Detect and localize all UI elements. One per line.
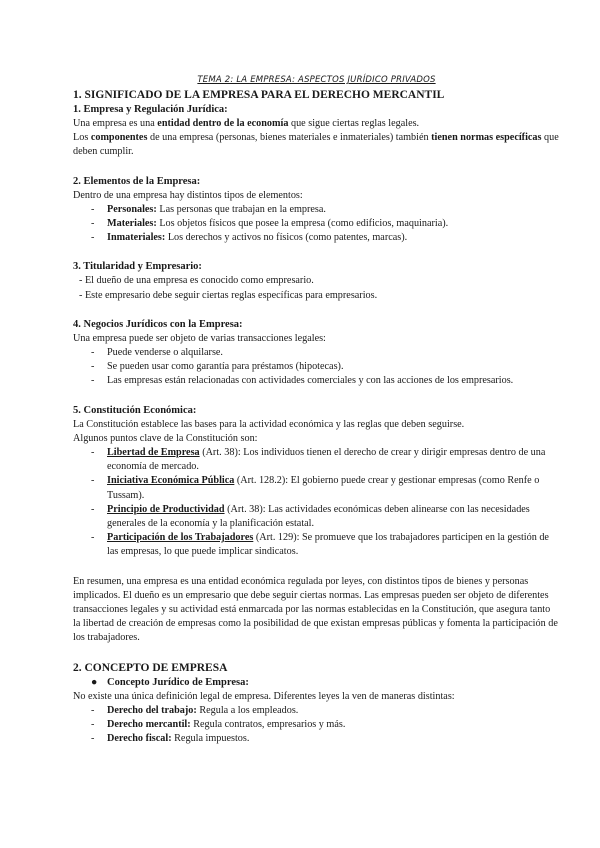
item-label: Principio de Productividad: [107, 503, 225, 515]
item-text: : El gobierno puede crear y gestionar empresas (como Renfe o Tussam).: [107, 475, 540, 501]
section-1-heading: 1. SIGNIFICADO DE LA EMPRESA PARA EL DERECHO MERCANTIL: [73, 89, 445, 101]
list-item: [91, 704, 560, 718]
item-label: Derecho fiscal:: [107, 733, 172, 745]
article-ref: (Art. 129): [253, 532, 297, 544]
list-item: [91, 231, 560, 245]
bold-term: entidad dentro de la economía: [157, 118, 289, 129]
subsection-5-heading: 5. Constitución Económica:: [73, 404, 197, 416]
text-run: Una empresa es una: [73, 118, 158, 129]
item-label: Inmateriales:: [107, 232, 166, 244]
spacer: [73, 245, 560, 260]
section-2-subheading: [73, 676, 560, 690]
list-item: - Se pueden usar como garantía para préstamos (hipotecas).: [91, 360, 560, 374]
spacer: [73, 646, 560, 661]
item-label: Materiales:: [107, 218, 157, 230]
item-text: : Se promueve que los trabajadores participen en la gestión de las empresas, lo que puede implicar sindicatos.: [107, 532, 549, 558]
subsection-5-intro-2: Algunos puntos clave de la Constitución son:: [73, 432, 258, 444]
spacer: [73, 160, 560, 175]
subsection-3-heading: 3. Titularidad y Empresario:: [73, 261, 202, 273]
bullet-icon: ●: [91, 676, 98, 688]
spacer: [73, 303, 560, 318]
text-run: Los: [73, 132, 91, 144]
item-label: Derecho del trabajo:: [107, 704, 197, 716]
subsection-4-heading: 4. Negocios Jurídicos con la Empresa:: [73, 318, 243, 330]
subsection-3-line-2: - Este empresario debe seguir ciertas reglas específicas para empresarios.: [79, 289, 378, 301]
item-label: Iniciativa Económica Pública: [107, 475, 235, 487]
item-text: : Los individuos tienen el derecho de crear y dirigir empresas dentro de una economía de mercado.: [107, 447, 546, 473]
section-2-intro: No existe una única definición legal de empresa. Diferentes leyes la ven de maneras distintas:: [73, 690, 455, 702]
list-item: [91, 531, 560, 559]
list-item: [91, 217, 560, 231]
list-item: - Puede venderse o alquilarse.: [91, 346, 560, 360]
subsection-1-paragraph-2: [73, 131, 560, 159]
section-2-heading: 2. CONCEPTO DE EMPRESA: [73, 661, 228, 674]
law-areas-list: [73, 704, 560, 747]
item-label: Participación de los Trabajadores: [107, 532, 254, 544]
subsection-3-line-1: - El dueño de una empresa es conocido como empresario.: [79, 275, 314, 287]
article-ref: (Art. 38): [224, 503, 263, 515]
subsection-2-heading: 2. Elementos de la Empresa:: [73, 175, 201, 187]
item-text: Las personas que trabajan en la empresa.: [156, 203, 326, 215]
text-run: que deben cumplir.: [73, 132, 559, 158]
transactions-list: [73, 346, 560, 389]
subsection-5-intro-1: La Constitución establece las bases para la actividad económica y las reglas que deben seguirse.: [73, 418, 465, 430]
summary-paragraph: En resumen, una empresa es una entidad económica regulada por leyes, con distintos tipos de bienes y personas implicados. El dueño es un empresario que debe seguir ciertas normas. Las empresas pueden ser objeto de diferentes transacciones legales y su actividad está enmarcada por las normas establecidas en la Constitución, que asegura tanto la libertad de creación de empresas como la posibilidad de que existan empresas públicas y fomenta la participación de los trabajadores.: [73, 575, 558, 644]
document-title: TEMA 2: LA EMPRESA: ASPECTOS JURÍDICO PRIVADOS: [197, 75, 436, 85]
item-text: Regula contratos, empresarios y más.: [190, 719, 346, 731]
list-item: [91, 446, 560, 474]
list-item: - Las empresas están relacionadas con actividades comerciales y con las acciones de los empresarios.: [91, 374, 560, 388]
elements-list: [73, 203, 560, 246]
bold-term: componentes: [90, 132, 148, 144]
bold-term: tienen normas específicas: [431, 132, 542, 144]
subsection-1-heading: 1. Empresa y Regulación Jurídica:: [73, 104, 228, 115]
subsection-1-paragraph-1: [73, 117, 560, 131]
text-run: de una empresa (personas, bienes materiales e inmateriales) también: [147, 132, 432, 144]
list-item: [91, 503, 560, 531]
item-label: Derecho mercantil:: [107, 719, 191, 731]
subheading-text: Concepto Jurídico de Empresa:: [107, 676, 249, 688]
list-item: [91, 203, 560, 217]
item-text: Regula impuestos.: [171, 733, 250, 745]
spacer: [73, 389, 560, 404]
item-text: Los derechos y activos no físicos (como patentes, marcas).: [165, 232, 408, 244]
article-ref: (Art. 38): [199, 447, 238, 459]
item-text: Regula a los empleados.: [196, 704, 299, 716]
item-label: Libertad de Empresa: [107, 447, 200, 459]
text-run: que sigue ciertas reglas legales.: [288, 118, 420, 129]
spacer: [73, 560, 560, 575]
article-ref: (Art. 128.2): [234, 475, 286, 487]
list-item: [91, 474, 560, 502]
item-text: : Las actividades económicas deben alinearse con las necesidades generales de la economía y la planificación estatal.: [107, 503, 530, 530]
list-item: [91, 718, 560, 732]
constitution-points-list: [73, 446, 560, 560]
list-item: [91, 732, 560, 746]
item-label: Personales:: [107, 203, 157, 215]
subsection-4-intro: Una empresa puede ser objeto de varias transacciones legales:: [73, 332, 326, 344]
subsection-2-intro: Dentro de una empresa hay distintos tipos de elementos:: [73, 189, 303, 201]
item-text: Los objetos físicos que posee la empresa (como edificios, maquinaria).: [156, 218, 449, 230]
